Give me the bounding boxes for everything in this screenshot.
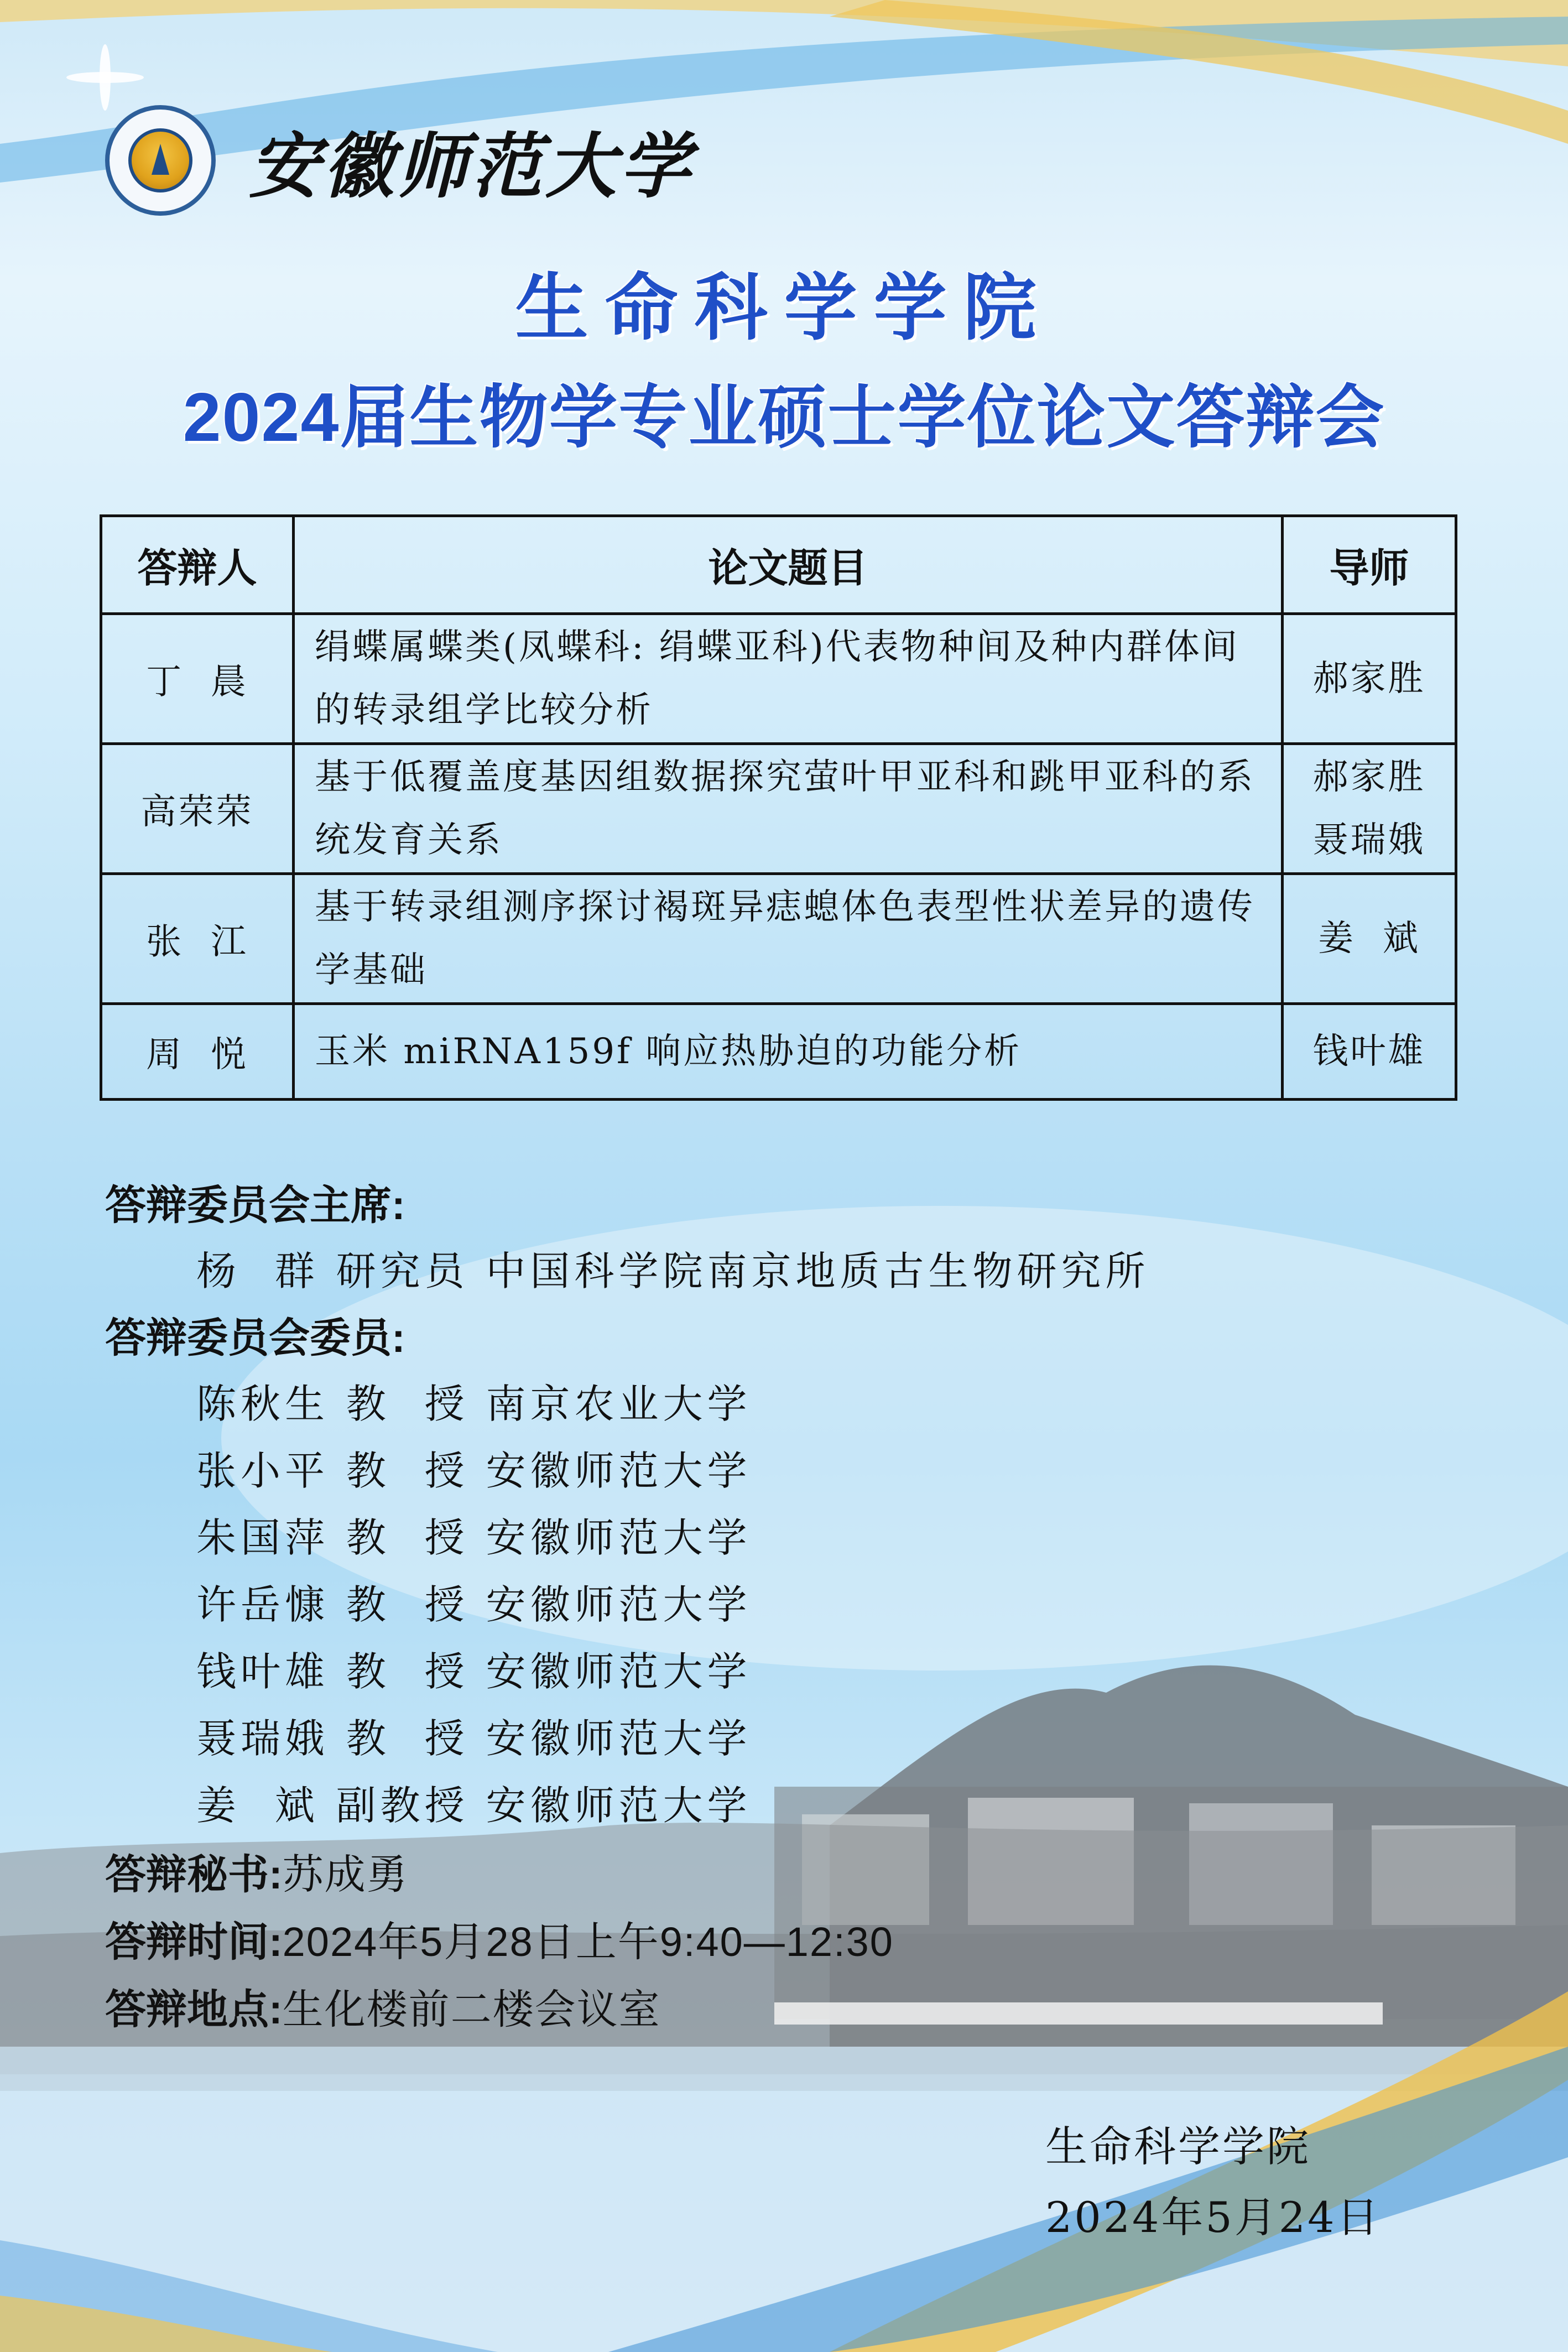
advisor-name: 姜 斌: [1283, 874, 1456, 1004]
table-row: [101, 614, 1456, 744]
student-name: 张 江: [101, 874, 294, 1004]
student-name: 丁 晨: [101, 614, 294, 744]
secretary-line: [105, 1842, 409, 1901]
committee-chair: 杨 群 研究员 中国科学院南京地质古生物研究所: [196, 1248, 1150, 1294]
thesis-title: 玉米 miRNA159f 响应热胁迫的功能分析: [294, 1004, 1283, 1100]
thesis-title: 基于低覆盖度基因组数据探究萤叶甲亚科和跳甲亚科的系统发育关系: [294, 744, 1283, 874]
secretary-name: 苏成勇: [282, 1851, 409, 1897]
table-row: [101, 744, 1456, 874]
university-logo-block: [105, 105, 694, 216]
committee-member: 朱国萍 教 授 安徽师范大学: [196, 1515, 752, 1561]
thesis-title: 绢蝶属蝶类(凤蝶科: 绢蝶亚科)代表物种间及种内群体间的转录组学比较分析: [294, 614, 1283, 744]
committee-member: 许岳慷 教 授 安徽师范大学: [196, 1581, 752, 1628]
column-header-student: 答辩人: [101, 516, 294, 614]
page-title-school: 生命科学学院: [515, 267, 1053, 348]
column-header-advisor: 导师: [1283, 516, 1456, 614]
advisor-name: 郝家胜 聂瑞娥: [1283, 744, 1456, 874]
committee-member: 陈秋生 教 授 南京农业大学: [196, 1381, 752, 1427]
secretary-label: 答辩秘书:: [105, 1851, 283, 1897]
committee-member: 钱叶雄 教 授 安徽师范大学: [196, 1648, 752, 1695]
signature-date: 2024年5月24日: [1045, 2193, 1381, 2242]
table-row: [101, 874, 1456, 1004]
committee-member: 张小平 教 授 安徽师范大学: [196, 1448, 752, 1494]
advisor-name: 钱叶雄: [1283, 1004, 1456, 1100]
university-name: 安徽师范大学: [249, 125, 694, 208]
defense-place: 生化楼前二楼会议室: [282, 1986, 661, 2032]
committee-chair-heading: 答辩委员会主席:: [105, 1182, 405, 1228]
defense-table: [100, 514, 1457, 1101]
defense-time: 2024年5月28日上午9:40—12:30: [282, 1919, 894, 1965]
place-line: [105, 1977, 661, 2036]
time-label: 答辩时间:: [105, 1919, 283, 1965]
advisor-name: 郝家胜: [1283, 614, 1456, 744]
student-name: 周 悦: [101, 1004, 294, 1100]
page-title-event: 2024届生物学专业硕士学位论文答辩会: [183, 379, 1385, 456]
signature-org: 生命科学学院: [1045, 2122, 1311, 2171]
place-label: 答辩地点:: [105, 1986, 283, 2032]
thesis-title: 基于转录组测序探讨褐斑异痣螅体色表型性状差异的遗传学基础: [294, 874, 1283, 1004]
column-header-thesis: 论文题目: [294, 516, 1283, 614]
time-line: [105, 1909, 894, 1968]
university-seal-icon: [105, 105, 216, 216]
table-row: [101, 1004, 1456, 1100]
table-header-row: [101, 516, 1456, 614]
committee-members-heading: 答辩委员会委员:: [105, 1315, 405, 1361]
committee-member: 聂瑞娥 教 授 安徽师范大学: [196, 1715, 752, 1762]
committee-member: 姜 斌 副教授 安徽师范大学: [196, 1782, 752, 1829]
student-name: 高荣荣: [101, 744, 294, 874]
